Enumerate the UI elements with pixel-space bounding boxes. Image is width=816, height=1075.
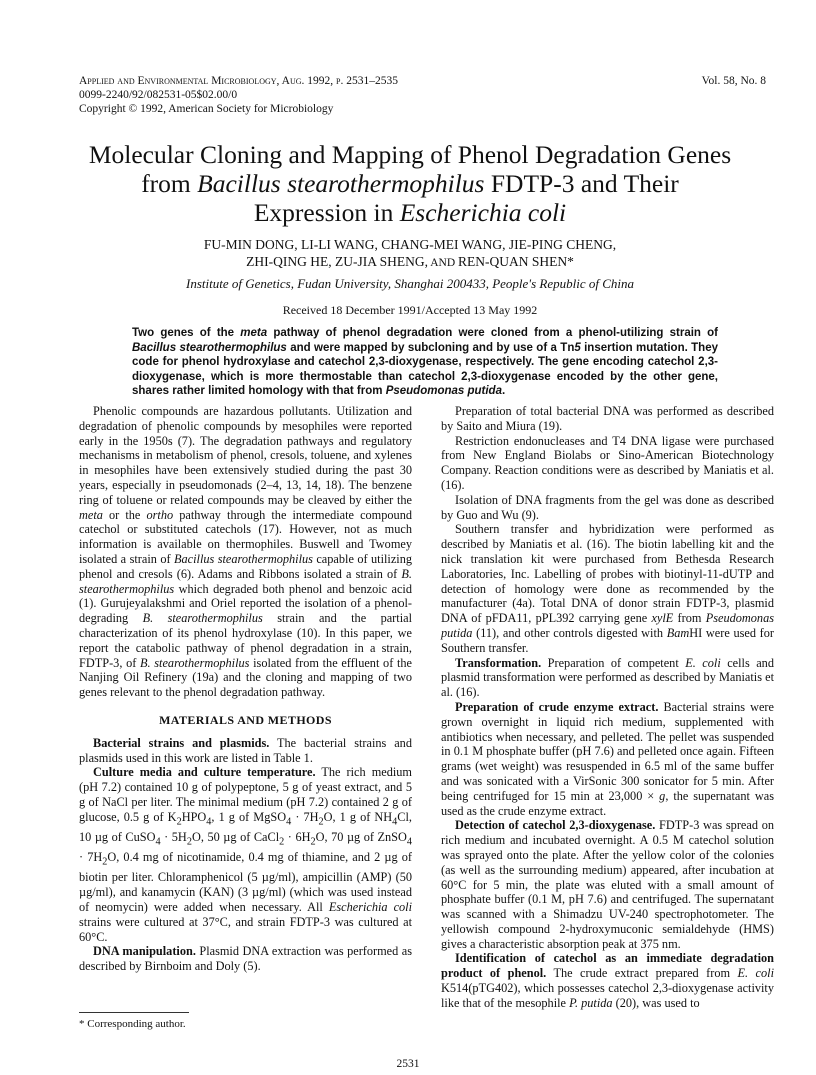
copyright-line: Copyright © 1992, American Society for Microbiology bbox=[79, 103, 334, 115]
strains-paragraph: Bacterial strains and plasmids. The bacterial strains and plasmids used in this work are listed in Table 1. bbox=[79, 735, 412, 765]
gel-isolation-paragraph: Isolation of DNA fragments from the gel was done as described by Guo and Wu (9). bbox=[441, 492, 774, 522]
abstract: Two genes of the meta pathway of phenol degradation were cloned from a phenol-utilizing strain of Bacillus stearothermophilus and were mapped by subcloning and by use of a Tn5 insertion mutation. They code for phenol hydroxylase and catechol 2,3-dioxygenase, respectively. The gene encoding catechol 2,3-dioxygenase, which is more thermostable than catechol 2,3-dioxygenase encoded by the other gene, shares rather limited homology with that from Pseudomonas putida. bbox=[132, 327, 719, 398]
total-dna-paragraph: Preparation of total bacterial DNA was performed as described by Saito and Miura (19). bbox=[441, 404, 774, 433]
affiliation: Institute of Genetics, Fudan University, Shanghai 200433, People's Republic of China bbox=[186, 276, 634, 291]
left-column bbox=[79, 404, 412, 974]
article-title: Molecular Cloning and Mapping of Phenol Degradation Genes from Bacillus stearothermophilus FDTP-3 and Their Expression in Escherichia coli bbox=[88, 140, 732, 227]
detection-paragraph: Detection of catechol 2,3-dioxygenase. FDTP-3 was spread on rich medium and incubated overnight. A 0.5 M catechol solution was sprayed onto the plate. After the yellow color of the colonies (as well as the surrounding medium) appeared, after incubation at 60°C for 5 min, the plate was eluted with a small amount of phosphate buffer (0.1 M, pH 7.6) and centrifuged. The supernatant was scanned with a Shimadzu UV-240 spectrophotometer. The yellowish compound 2-hydroxymuconic semialdehyde (HMS) gives a characteristic absorption peak at 375 nm. bbox=[441, 818, 774, 951]
footnote-rule bbox=[79, 1012, 189, 1013]
media-paragraph: Culture media and culture temperature. The rich medium (pH 7.2) contained 10 g of polypeptone, 5 g of yeast extract, and 5 g of NaCl per liter. The minimal medium (pH 7.2) contained 2 g of glucose, 0.5 g of $K_2HPO_4$, 1 g of MgSO$_4$ · $7H_2O$, 1 g of $NH_4Cl$, 10 µg of CuSO$_4$ · $5H_2O$, 50 µg of CaCl$_2$ · $6H_2O$, 70 µg of ZnSO$_4$ · $7H_2O$, 0.4 mg of nicotinamide, 0.4 mg of thiamine, and 2 µg of biotin per liter. Chloramphenicol (5 µg/ml), ampicillin (AMP) (50 µg/ml), and kanamycin (KAN) (3 µg/ml) (which was used instead of neomycin) were added when necessary. All Escherichia coli strains were cultured at 37°C, and strain FDTP-3 was cultured at 60°C. bbox=[79, 765, 413, 944]
methods-heading: MATERIALS AND METHODS bbox=[159, 712, 332, 727]
author-list: FU-MIN DONG, LI-LI WANG, CHANG-MEI WANG, JIE-PING CHENG, ZHI-QING HE, ZU-JIA SHENG, AND REN-QUAN SHEN* bbox=[203, 237, 617, 269]
journal-citation: Applied and Environmental Microbiology, Aug. 1992, p. 2531–2535 bbox=[79, 75, 398, 87]
identification-paragraph: Identification of catechol as an immediate degradation product of phenol. The crude extract prepared from E. coli K514(pTG402), which possesses catechol 2,3-dioxygenase activity like that of the mesophile P. putida (20), was used to bbox=[441, 951, 774, 1010]
article-code: 0099-2240/92/082531-05$02.00/0 bbox=[79, 89, 238, 101]
right-column bbox=[441, 404, 774, 1011]
dna-manipulation-paragraph: DNA manipulation. Plasmid DNA extraction was performed as described by Birnboim and Doly (5). bbox=[79, 944, 412, 974]
restriction-paragraph: Restriction endonucleases and T4 DNA ligase were purchased from New England Biolabs or Sino-American Biotechnology Company. Reaction conditions were as described by Maniatis et al. (16). bbox=[441, 433, 774, 492]
transformation-paragraph: Transformation. Preparation of competent E. coli cells and plasmid transformation were performed as described by Maniatis et al. (16). bbox=[441, 655, 774, 700]
corresponding-author-footnote: * Corresponding author. bbox=[79, 1018, 186, 1030]
received-dates: Received 18 December 1991/Accepted 13 May 1992 bbox=[282, 303, 538, 317]
page-number: 2531 bbox=[396, 1058, 420, 1070]
crude-extract-paragraph: Preparation of crude enzyme extract. Bacterial strains were grown overnight in liquid rich medium, supplemented with antibiotics when necessary, and pelleted. The pellet was suspended in 0.1 M phosphate buffer (pH 7.6) and pelleted once again. Fifteen grams (wet weight) was resuspended in 6.5 ml of the same buffer and was sonicated with a VirSonic 300 sonicator for 5 min. After being centrifuged for 15 min at 23,000 × g, the supernatant was used as the crude enzyme extract. bbox=[441, 699, 775, 818]
introduction-paragraph: Phenolic compounds are hazardous pollutants. Utilization and degradation of phenolic compounds by mesophiles were reported early in the 1950s (7). The degradation pathways and regulatory mechanisms in metabolism of phenol, cresols, toluene, and xylenes in mesophiles have been extensively studied during the past 30 years, especially in pseudomonads (2–4, 13, 14, 18). The benzene ring of toluene or related compounds may be cleaved by either the meta or the ortho pathway through the intermediate compound catechol or substituted catechols (17). However, not as much information is available on thermophiles. Buswell and Twomey isolated a strain of Bacillus stearothermophilus capable of utilizing phenol and cresols (6). Adams and Ribbons isolated a strain of B. stearothermophilus which degraded both phenol and benzoic acid (1). Gurujeyalakshmi and Oriel reported the isolation of a phenol-degrading B. stearothermophilus strain and the partial characterization of its phenol hydroxylase (10). In this paper, we report the catabolic pathway of phenol degradation in a strain, FDTP-3, of B. stearothermophilus isolated from the effluent of the Nanjing Oil Refinery (19a) and the cloning and mapping of two genes relevant to the phenol degradation pathway. bbox=[79, 404, 412, 700]
volume-issue: Vol. 58, No. 8 bbox=[701, 75, 766, 87]
southern-paragraph: Southern transfer and hybridization were performed as described by Maniatis et al. (16). The biotin labelling kit and the nick translation kit were purchased from Bethesda Research Laboratories, Inc. Labelling of probes with biotinyl-11-dUTP and detection of homology were done as recommended by the manufacturer (4a). Total DNA of donor strain FDTP-3, plasmid DNA of pFDA11, pPL392 carrying gene xylE from Pseudomonas putida (11), and other controls digested with BamHI were used for Southern transfer. bbox=[441, 522, 774, 655]
